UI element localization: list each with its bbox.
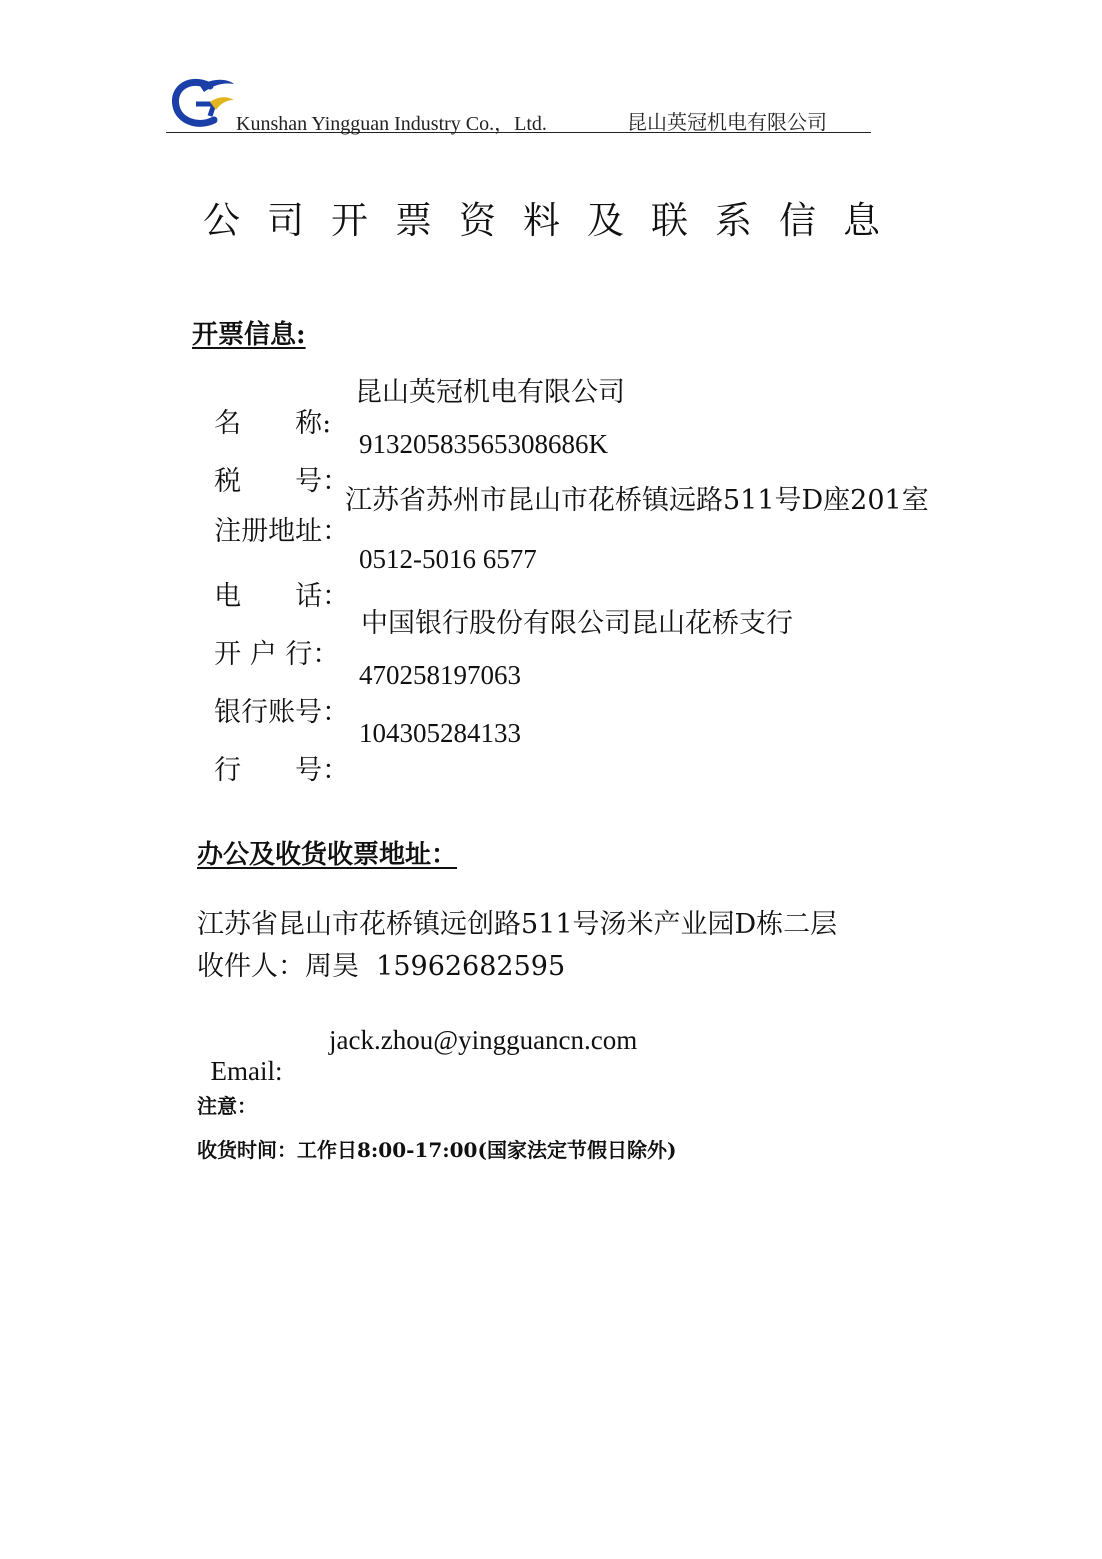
page-title: 公司开票资料及联系信息	[203, 199, 907, 242]
row-value: 江苏省苏州市昆山市花桥镇远路511号D座201室	[345, 485, 929, 516]
row-value: 104305284133	[359, 718, 521, 748]
row-label: 注册地址：	[214, 516, 350, 547]
row-label: 银行账号：	[214, 697, 350, 728]
row-label: 电 话：	[214, 581, 350, 612]
company-name-en: Kunshan Yingguan Industry Co.，Ltd.	[236, 113, 547, 135]
delivery-hours: 收货时间：工作日8:00-17:00(国家法定节假日除外)	[197, 1138, 677, 1162]
row-value: 91320583565308686K	[359, 429, 608, 459]
row-value: 0512-5016 6577	[359, 544, 537, 574]
yg-logo-icon	[170, 76, 236, 130]
info-row-bank-code	[197, 717, 521, 818]
email-label: Email:	[210, 1056, 283, 1086]
row-label: 税 号：	[214, 466, 350, 497]
row-label: 行 号：	[214, 755, 350, 786]
note-label: 注意：	[197, 1094, 257, 1118]
billing-heading: 开票信息:	[192, 320, 306, 350]
row-label: 名 称:	[214, 408, 332, 439]
letterhead	[166, 74, 871, 133]
row-value: 470258197063	[359, 660, 521, 690]
recipient-line: 收件人：周昊 15962682595	[197, 951, 566, 982]
office-heading: 办公及收货收票地址：	[197, 840, 458, 870]
row-value: 中国银行股份有限公司昆山花桥支行	[361, 608, 793, 639]
email-link[interactable]: jack.zhou@yingguancn.com	[329, 1025, 638, 1055]
row-value: 昆山英冠机电有限公司	[355, 377, 625, 408]
row-label: 开 户 行：	[214, 639, 340, 670]
office-address: 江苏省昆山市花桥镇远创路511号汤米产业园D栋二层	[197, 909, 838, 940]
company-name-cn: 昆山英冠机电有限公司	[627, 110, 827, 134]
